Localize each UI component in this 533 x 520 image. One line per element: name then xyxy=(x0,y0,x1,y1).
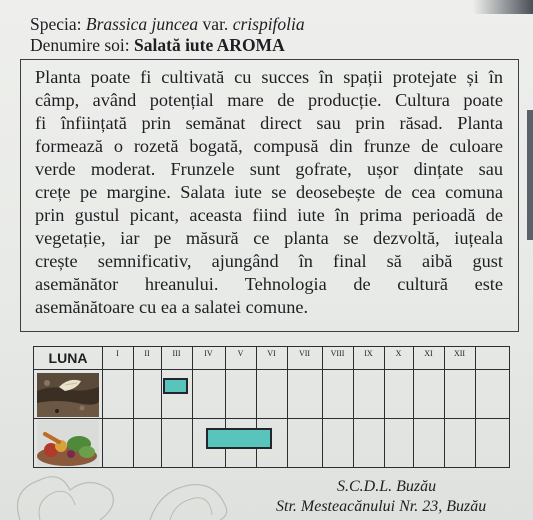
month-label: I xyxy=(116,349,119,358)
sowing-calendar xyxy=(33,346,510,468)
description-line: prin gustul picant, aceasta fiind iute în prima perioadă de xyxy=(35,205,503,225)
producer-name: S.C.D.L. Buzău xyxy=(337,478,437,495)
calendar-row-divider xyxy=(34,369,509,370)
month-label: III xyxy=(172,349,181,358)
month-label: XI xyxy=(424,349,433,358)
harvest-period-bar xyxy=(206,428,272,449)
month-label: VII xyxy=(298,349,311,358)
description-line: câmp, având potențial mare de producție. Cultura poate xyxy=(35,90,503,110)
variety-line xyxy=(30,35,285,56)
month-label: II xyxy=(144,349,150,358)
calendar-header-label: LUNA xyxy=(48,350,88,366)
lettuce-sketch-illustration xyxy=(0,460,240,520)
description-line: vegetație, iar pe măsură ce planta se dezvoltă, iuțeala xyxy=(35,228,503,248)
variety-name: Salată iute AROMA xyxy=(134,35,285,55)
month-label: IX xyxy=(364,349,373,358)
description-line: crește semnificativ, ajungând în final să aibă gust xyxy=(35,251,503,271)
soil-sowing-icon xyxy=(37,373,99,417)
calendar-col-divider xyxy=(475,347,476,467)
month-label: VIII xyxy=(330,349,345,358)
month-label: X xyxy=(395,349,402,358)
background-edge xyxy=(473,0,533,14)
sowing-period-bar xyxy=(163,378,188,394)
description-line: verde moderat. Frunzele sunt gofrate, ușor dințate sau xyxy=(35,159,503,179)
month-label: IV xyxy=(204,349,213,358)
species-var-label: var. xyxy=(202,14,229,34)
description-line: Planta poate fi cultivată cu succes în spații protejate și în xyxy=(35,67,503,87)
producer-address: Str. Mesteacănului Nr. 23, Buzău xyxy=(276,498,487,515)
species-line xyxy=(30,14,305,35)
species-variety: crispifolia xyxy=(232,14,305,34)
calendar-row-divider xyxy=(34,418,509,419)
species-name: Brassica juncea xyxy=(85,14,199,34)
description-line: formează o rozetă bogată, compusă din frunze de culoare xyxy=(35,136,503,156)
description-line: fi înființată prin semănat direct sau prin răsad. Planta xyxy=(35,113,503,133)
description-line: asemănătoare cu ea a salatei comune. xyxy=(35,297,309,317)
month-label: XII xyxy=(453,349,466,358)
description-line: asemănător hreanului. Tehnologia de cultură este xyxy=(35,274,503,294)
month-label: VI xyxy=(267,349,276,358)
background-edge-right xyxy=(527,110,533,240)
month-label: V xyxy=(237,349,244,358)
description-line: crețe pe margine. Salata iute se deosebește de cea comuna xyxy=(35,182,503,202)
species-label: Specia: xyxy=(30,14,82,34)
variety-label: Denumire soi: xyxy=(30,35,130,55)
